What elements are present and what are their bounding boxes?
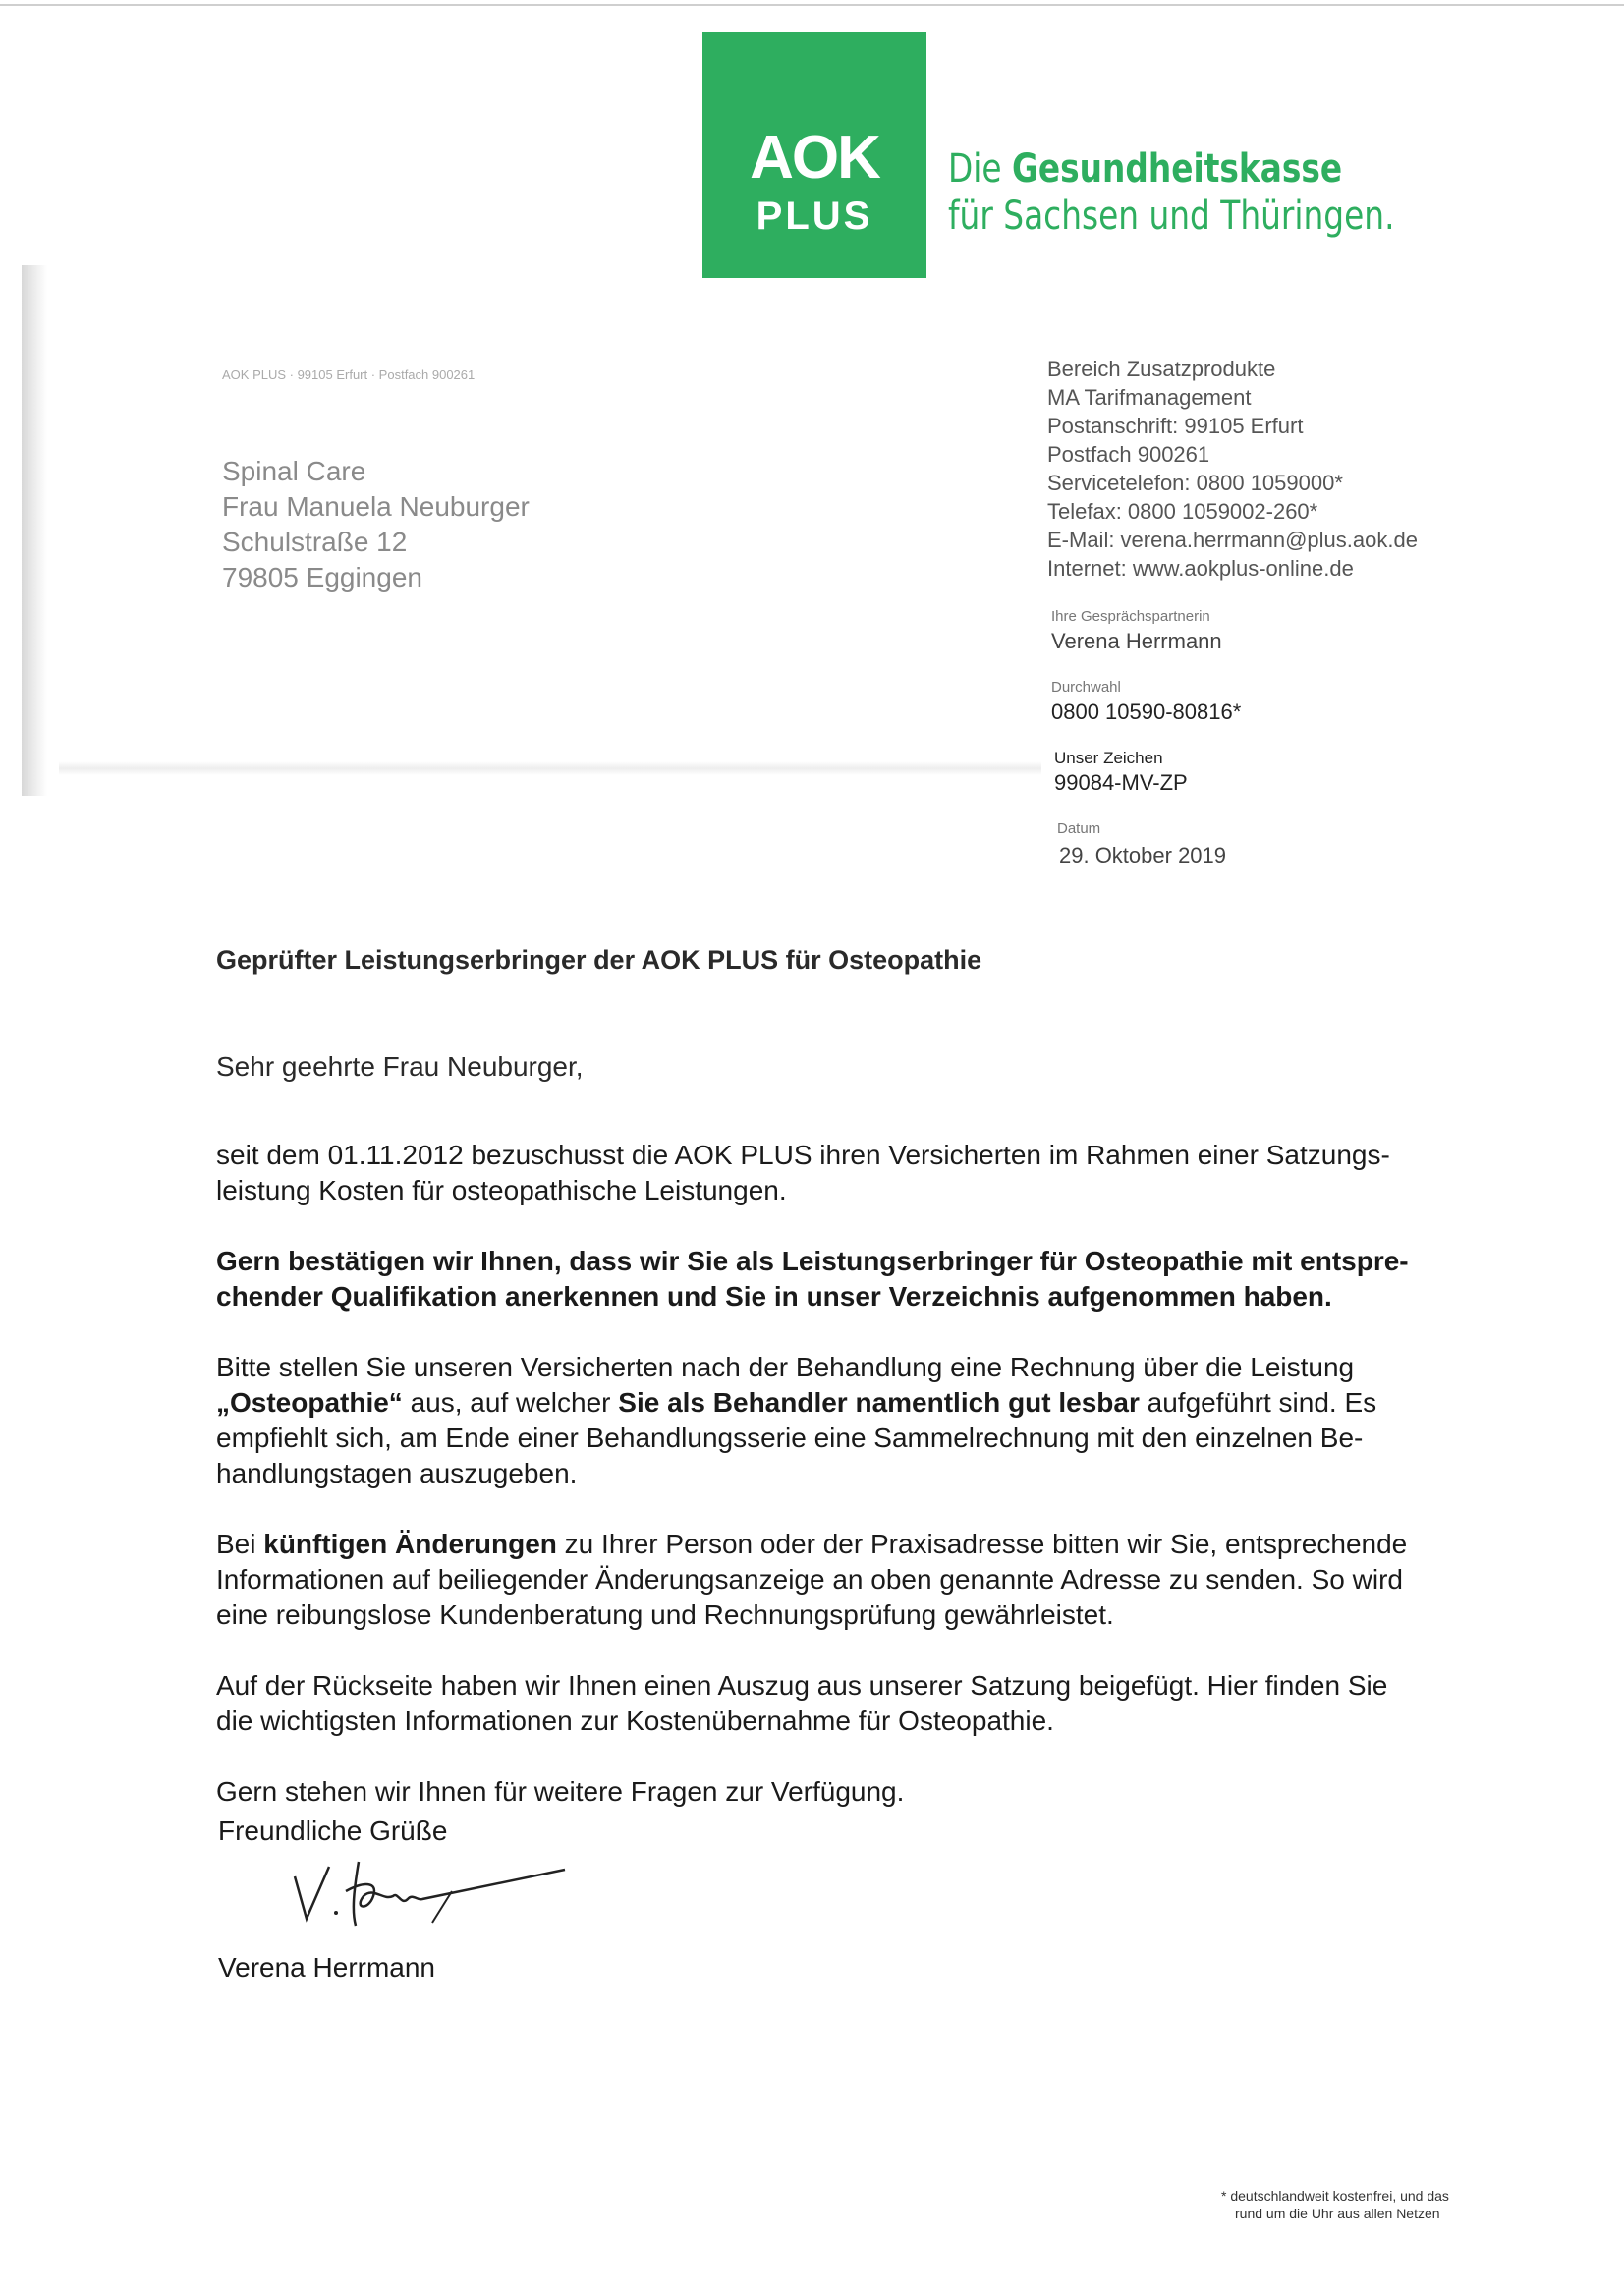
recipient-line: Frau Manuela Neuburger — [222, 491, 530, 522]
reference-value: 99084-MV-ZP — [1054, 770, 1188, 795]
body-line — [216, 1244, 1542, 1279]
body-line — [216, 1527, 1542, 1562]
text: seit dem 01.11.2012 bezuschusst die AOK PLUS ihren Versicherten im Rahmen einer Satzungs- — [216, 1140, 1390, 1170]
bold-text: chender Qualifikation anerkennen und Sie in unser Verzeichnis aufgenommen haben. — [216, 1281, 1332, 1312]
date-value: 29. Oktober 2019 — [1059, 843, 1227, 868]
body-paragraph — [216, 1138, 1542, 1208]
body-line — [216, 1279, 1542, 1315]
text: Informationen auf beiliegender Änderungsanzeige an oben genannte Adresse zu senden. So wird — [216, 1564, 1403, 1595]
sender-line: Servicetelefon: 0800 1059000* — [1047, 471, 1343, 495]
sender-line: Postanschrift: 99105 Erfurt — [1047, 414, 1304, 438]
logo-sub: PLUS — [756, 195, 873, 238]
footnote — [1221, 2187, 1449, 2222]
text: Bei — [216, 1529, 264, 1559]
bold-text: künftigen Änderungen — [263, 1529, 557, 1559]
tagline-strong: Gesundheitskasse — [1011, 146, 1343, 192]
tagline-prefix: Die — [948, 146, 1012, 192]
aok-plus-logo — [702, 32, 926, 278]
reference-label: Unser Zeichen — [1054, 749, 1163, 767]
return-address: AOK PLUS · 99105 Erfurt · Postfach 900261 — [222, 367, 476, 382]
body-paragraph — [216, 1244, 1542, 1315]
body-line — [216, 1385, 1542, 1421]
handwritten-signature — [285, 1852, 580, 1940]
tagline — [948, 145, 1395, 240]
body-paragraph — [216, 1774, 1542, 1810]
scan-shadow — [22, 265, 47, 796]
letter-body — [216, 1138, 1542, 1845]
sender-line: Internet: www.aokplus-online.de — [1047, 556, 1354, 581]
sender-line: Postfach 900261 — [1047, 442, 1210, 467]
logo-brand: AOK — [750, 124, 879, 192]
body-line — [216, 1774, 1542, 1810]
text: empfiehlt sich, am Ende einer Behandlungsserie eine Sammelrechnung mit den einzelnen Be- — [216, 1423, 1364, 1453]
tagline-line2: für Sachsen und Thüringen. — [948, 194, 1395, 239]
text: die wichtigsten Informationen zur Kostenübernahme für Osteopathie. — [216, 1706, 1054, 1736]
footnote-line: rund um die Uhr aus allen Netzen — [1235, 2206, 1440, 2221]
text: handlungstagen auszugeben. — [216, 1458, 578, 1488]
sender-line: E-Mail: verena.herrmann@plus.aok.de — [1047, 528, 1418, 552]
letter-subject: Geprüfter Leistungserbringer der AOK PLUS für Osteopathie — [216, 945, 982, 975]
sender-line: MA Tarifmanagement — [1047, 385, 1252, 410]
body-line — [216, 1350, 1542, 1385]
text: zu Ihrer Person oder der Praxisadresse bitten wir Sie, entsprechende — [556, 1529, 1408, 1559]
body-paragraph — [216, 1527, 1542, 1633]
body-line — [216, 1138, 1542, 1173]
date-label: Datum — [1057, 820, 1101, 837]
body-line — [216, 1456, 1542, 1491]
text: leistung Kosten für osteopathische Leistungen. — [216, 1175, 787, 1205]
sender-line: Telefax: 0800 1059002-260* — [1047, 499, 1318, 524]
text: Bitte stellen Sie unseren Versicherten nach der Behandlung eine Rechnung über die Leistung — [216, 1352, 1355, 1382]
body-paragraph — [216, 1350, 1542, 1491]
direct-label: Durchwahl — [1051, 679, 1121, 696]
text: Auf der Rückseite haben wir Ihnen einen Auszug aus unserer Satzung beigefügt. Hier finden Sie — [216, 1670, 1388, 1701]
scan-artifact — [59, 761, 1041, 775]
body-line — [216, 1562, 1542, 1597]
direct-number: 0800 10590-80816* — [1051, 700, 1242, 724]
body-paragraph — [216, 1668, 1542, 1739]
text: aus, auf welcher — [402, 1387, 619, 1418]
closing: Freundliche Grüße — [218, 1816, 448, 1846]
partner-name: Verena Herrmann — [1051, 629, 1222, 653]
partner-label: Ihre Gesprächspartnerin — [1051, 608, 1210, 625]
sender-info — [1047, 355, 1418, 583]
text: aufgeführt sind. Es — [1139, 1387, 1377, 1418]
footnote-line: * deutschlandweit kostenfrei, und das — [1221, 2188, 1449, 2204]
text: eine reibungslose Kundenberatung und Rechnungsprüfung gewährleistet. — [216, 1599, 1114, 1630]
salutation: Sehr geehrte Frau Neuburger, — [216, 1051, 584, 1082]
scan-top-edge — [0, 4, 1624, 6]
sender-line: Bereich Zusatzprodukte — [1047, 357, 1276, 381]
bold-text: „Osteopathie“ — [216, 1387, 403, 1418]
recipient-line: 79805 Eggingen — [222, 562, 422, 592]
bold-text: Sie als Behandler namentlich gut lesbar — [618, 1387, 1140, 1418]
body-line — [216, 1173, 1542, 1208]
signer-name: Verena Herrmann — [218, 1952, 436, 1983]
recipient-address — [222, 454, 530, 595]
text: Gern stehen wir Ihnen für weitere Fragen zur Verfügung. — [216, 1776, 905, 1807]
body-line — [216, 1668, 1542, 1704]
bold-text: Gern bestätigen wir Ihnen, dass wir Sie als Leistungserbringer für Osteopathie mit entspre- — [216, 1246, 1409, 1276]
recipient-line: Schulstraße 12 — [222, 527, 408, 557]
body-line — [216, 1704, 1542, 1739]
recipient-line: Spinal Care — [222, 456, 366, 486]
body-line — [216, 1597, 1542, 1633]
body-line — [216, 1421, 1542, 1456]
